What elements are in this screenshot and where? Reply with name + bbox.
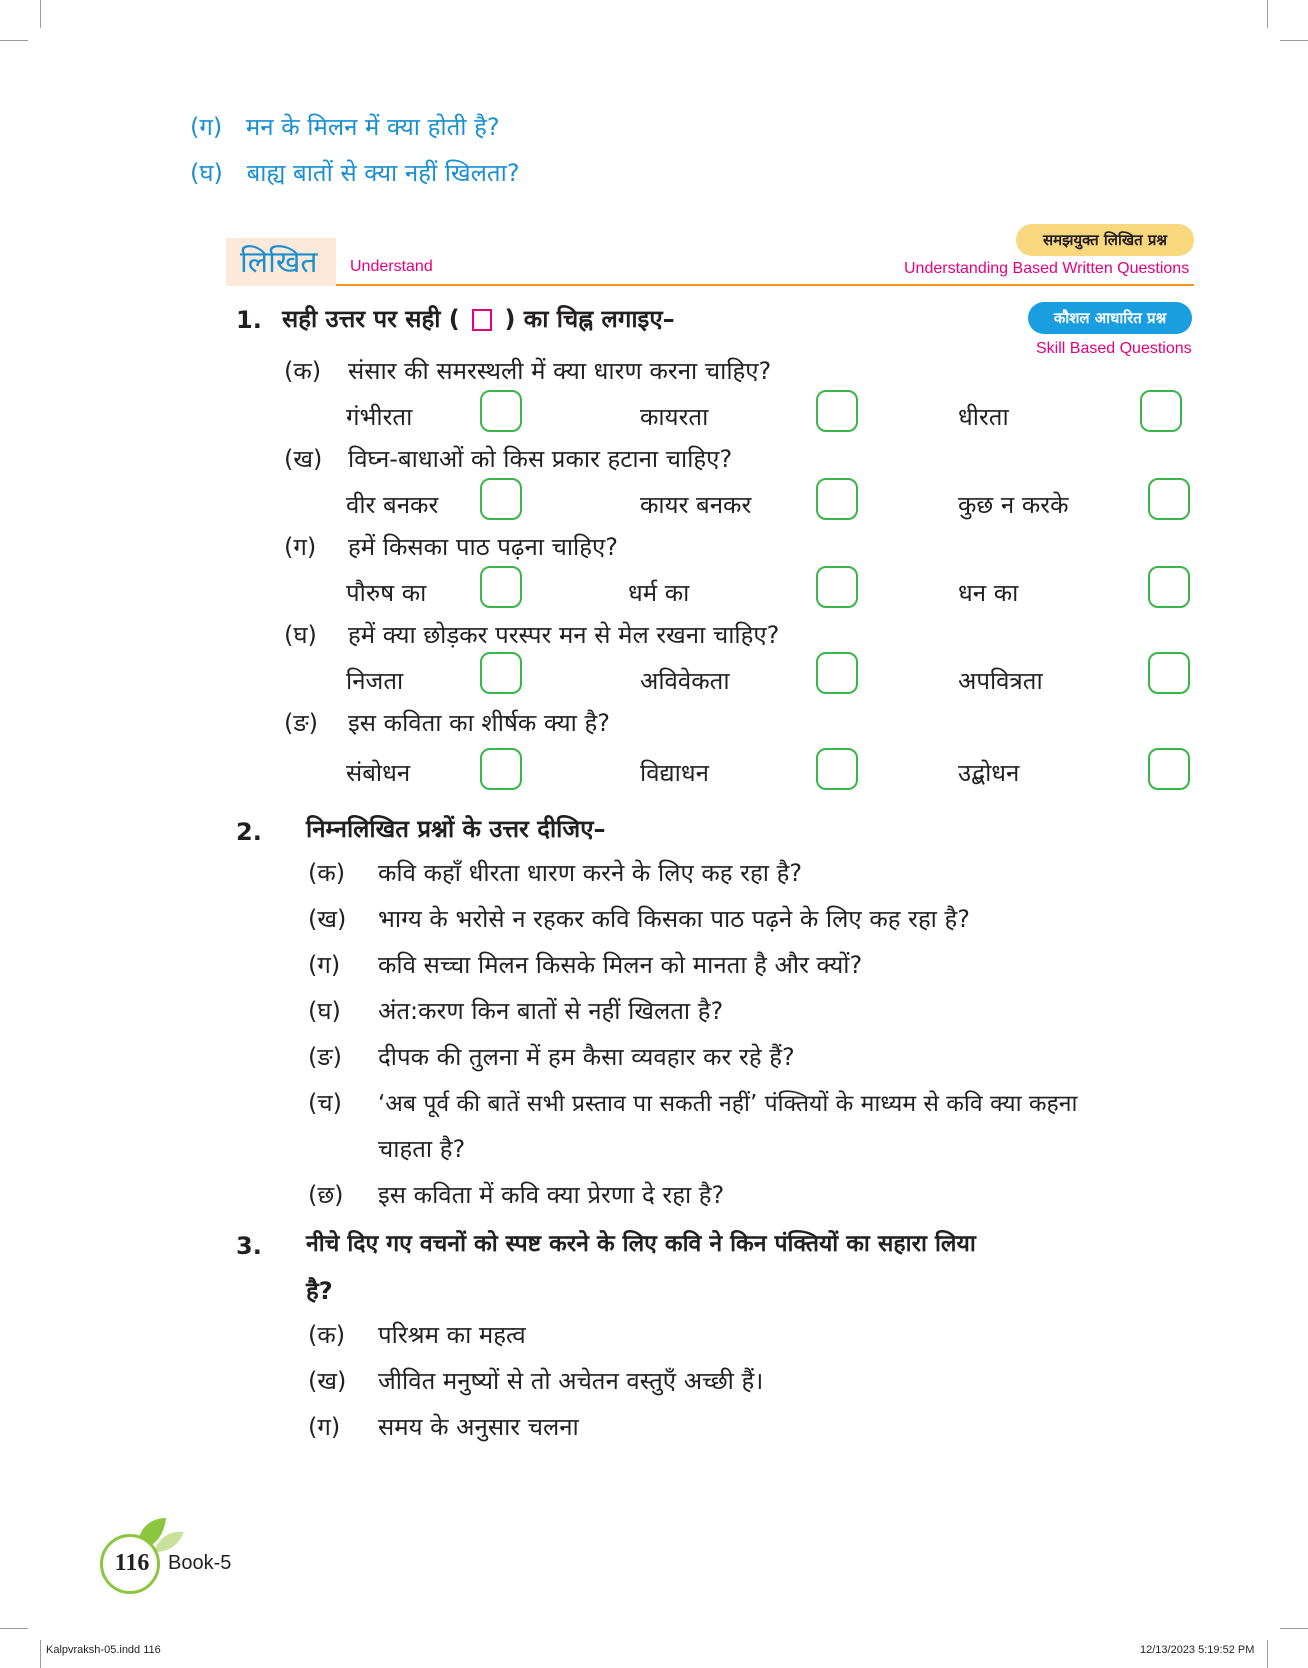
item-label: (क) bbox=[308, 859, 346, 887]
q2-item bbox=[308, 1086, 1078, 1119]
tick-box-symbol bbox=[472, 309, 492, 331]
q2-item bbox=[308, 948, 863, 981]
option-checkbox[interactable] bbox=[480, 478, 522, 520]
q3-prompt-continued: है? bbox=[306, 1277, 333, 1305]
item-text: समय के अनुसार चलना bbox=[378, 1413, 579, 1441]
top-question bbox=[190, 156, 520, 189]
q3-prompt: नीचे दिए गए वचनों को स्पष्ट करने के लिए कवि ने किन पंक्तियों का सहारा लिया bbox=[306, 1231, 976, 1257]
option-checkbox[interactable] bbox=[480, 390, 522, 432]
crop-mark bbox=[1267, 0, 1268, 28]
option-text: अपवित्रता bbox=[958, 667, 1043, 695]
item-text: संसार की समरस्थली में क्या धारण करना चाहिए? bbox=[348, 357, 772, 385]
q3-item bbox=[308, 1318, 526, 1351]
q2-item bbox=[308, 1178, 725, 1211]
timestamp-slug: 12/13/2023 5:19:52 PM bbox=[1140, 1644, 1255, 1656]
item-label: (घ) bbox=[308, 997, 341, 1025]
option-text: संबोधन bbox=[346, 759, 411, 787]
option-text: पौरुष का bbox=[346, 579, 427, 607]
option-checkbox[interactable] bbox=[816, 748, 858, 790]
item-label: (च) bbox=[308, 1089, 342, 1117]
section-subtitle: Understand bbox=[350, 258, 433, 275]
item-text: जीवित मनुष्यों से तो अचेतन वस्तुएँ अच्छी हैं। bbox=[378, 1367, 764, 1395]
section-title: लिखित bbox=[240, 245, 318, 280]
q2-prompt: निम्नलिखित प्रश्नों के उत्तर दीजिए– bbox=[306, 815, 606, 843]
item-label: (ख) bbox=[284, 445, 323, 473]
option-text: कुछ न करके bbox=[958, 491, 1069, 519]
crop-mark bbox=[40, 0, 41, 28]
q1-prompt: सही उत्तर पर सही ( ) का चिह्न लगाइए– bbox=[282, 305, 675, 333]
q2-number: 2. bbox=[236, 818, 262, 846]
q2-item bbox=[308, 856, 803, 889]
item-text: विघ्न-बाधाओं को किस प्रकार हटाना चाहिए? bbox=[348, 445, 733, 473]
item-text: दीपक की तुलना में हम कैसा व्यवहार कर रहे हैं? bbox=[378, 1043, 795, 1071]
option-text: कायर बनकर bbox=[640, 491, 752, 519]
option-text: उद्बोधन bbox=[958, 759, 1020, 787]
item-text: कवि सच्चा मिलन किसके मिलन को मानता है और क्यों? bbox=[378, 951, 863, 979]
option-checkbox[interactable] bbox=[1148, 566, 1190, 608]
question-label: (घ) bbox=[190, 159, 223, 187]
item-label: (घ) bbox=[284, 621, 317, 649]
item-text: कवि कहाँ धीरता धारण करने के लिए कह रहा है? bbox=[378, 859, 803, 887]
crop-mark bbox=[1280, 40, 1308, 41]
option-checkbox[interactable] bbox=[816, 478, 858, 520]
item-label: (क) bbox=[308, 1321, 346, 1349]
question-text: बाह्य बातों से क्या नहीं खिलता? bbox=[246, 159, 520, 187]
option-checkbox[interactable] bbox=[480, 652, 522, 694]
crop-mark bbox=[0, 1628, 28, 1629]
option-checkbox[interactable] bbox=[1148, 652, 1190, 694]
q1-number: 1. bbox=[236, 306, 262, 334]
option-text: धर्म का bbox=[628, 579, 690, 607]
q3-item bbox=[308, 1410, 579, 1443]
item-text-continued: चाहता है? bbox=[378, 1135, 466, 1163]
crop-mark bbox=[1267, 1640, 1268, 1668]
top-question bbox=[190, 110, 500, 143]
book-label: Book-5 bbox=[168, 1552, 232, 1574]
skill-badge: कौशल आधारित प्रश्न bbox=[1028, 302, 1192, 334]
option-checkbox[interactable] bbox=[816, 390, 858, 432]
option-text: निजता bbox=[346, 667, 404, 695]
item-label: (क) bbox=[284, 357, 322, 385]
q3-item bbox=[308, 1364, 764, 1397]
section-divider bbox=[336, 284, 1194, 286]
item-label: (ख) bbox=[308, 1367, 347, 1395]
item-text: हमें क्या छोड़कर परस्पर मन से मेल रखना चाहिए? bbox=[348, 621, 780, 649]
option-checkbox[interactable] bbox=[816, 566, 858, 608]
q2-item bbox=[308, 994, 724, 1027]
option-text: धीरता bbox=[958, 403, 1009, 431]
file-slug: Kalpvraksh-05.indd 116 bbox=[46, 1644, 161, 1656]
item-label: (ग) bbox=[308, 1413, 341, 1441]
item-text: परिश्रम का महत्व bbox=[378, 1321, 526, 1349]
option-text: वीर बनकर bbox=[346, 491, 439, 519]
item-text: भाग्य के भरोसे न रहकर कवि किसका पाठ पढ़ने के लिए कह रहा है? bbox=[378, 905, 971, 933]
option-text: गंभीरता bbox=[346, 403, 413, 431]
page-number: 116 bbox=[114, 1550, 150, 1576]
item-text: अंत:करण किन बातों से नहीं खिलता है? bbox=[378, 997, 724, 1025]
option-checkbox[interactable] bbox=[1140, 390, 1182, 432]
option-text: विद्याधन bbox=[640, 759, 709, 787]
item-text: हमें किसका पाठ पढ़ना चाहिए? bbox=[348, 533, 619, 561]
skill-badge-caption: Skill Based Questions bbox=[1036, 340, 1192, 357]
item-text: इस कविता का शीर्षक क्या है? bbox=[348, 709, 610, 737]
understanding-badge: समझयुक्त लिखित प्रश्न bbox=[1016, 224, 1194, 256]
understanding-badge-caption: Understanding Based Written Questions bbox=[904, 260, 1190, 277]
question-label: (ग) bbox=[190, 113, 223, 141]
crop-mark bbox=[0, 40, 28, 41]
item-text: इस कविता में कवि क्या प्रेरणा दे रहा है? bbox=[378, 1181, 725, 1209]
item-label: (ग) bbox=[308, 951, 341, 979]
option-checkbox[interactable] bbox=[480, 566, 522, 608]
item-label: (ङ) bbox=[284, 709, 319, 737]
option-text: अविवेकता bbox=[640, 667, 730, 695]
q2-item bbox=[308, 1040, 795, 1073]
item-text: ‘अब पूर्व की बातें सभी प्रस्ताव पा सकती नहीं’ पंक्तियों के माध्यम से कवि क्या कहना bbox=[378, 1091, 1078, 1117]
option-checkbox[interactable] bbox=[480, 748, 522, 790]
q2-item bbox=[308, 902, 971, 935]
option-text: कायरता bbox=[640, 403, 709, 431]
option-checkbox[interactable] bbox=[1148, 748, 1190, 790]
option-checkbox[interactable] bbox=[816, 652, 858, 694]
crop-mark bbox=[40, 1640, 41, 1668]
q3-number: 3. bbox=[236, 1232, 262, 1260]
crop-mark bbox=[1280, 1628, 1308, 1629]
item-label: (ङ) bbox=[308, 1043, 343, 1071]
question-text: मन के मिलन में क्या होती है? bbox=[245, 113, 500, 141]
option-checkbox[interactable] bbox=[1148, 478, 1190, 520]
item-label: (ख) bbox=[308, 905, 347, 933]
item-label: (ग) bbox=[284, 533, 317, 561]
item-label: (छ) bbox=[308, 1181, 344, 1209]
option-text: धन का bbox=[958, 579, 1019, 607]
